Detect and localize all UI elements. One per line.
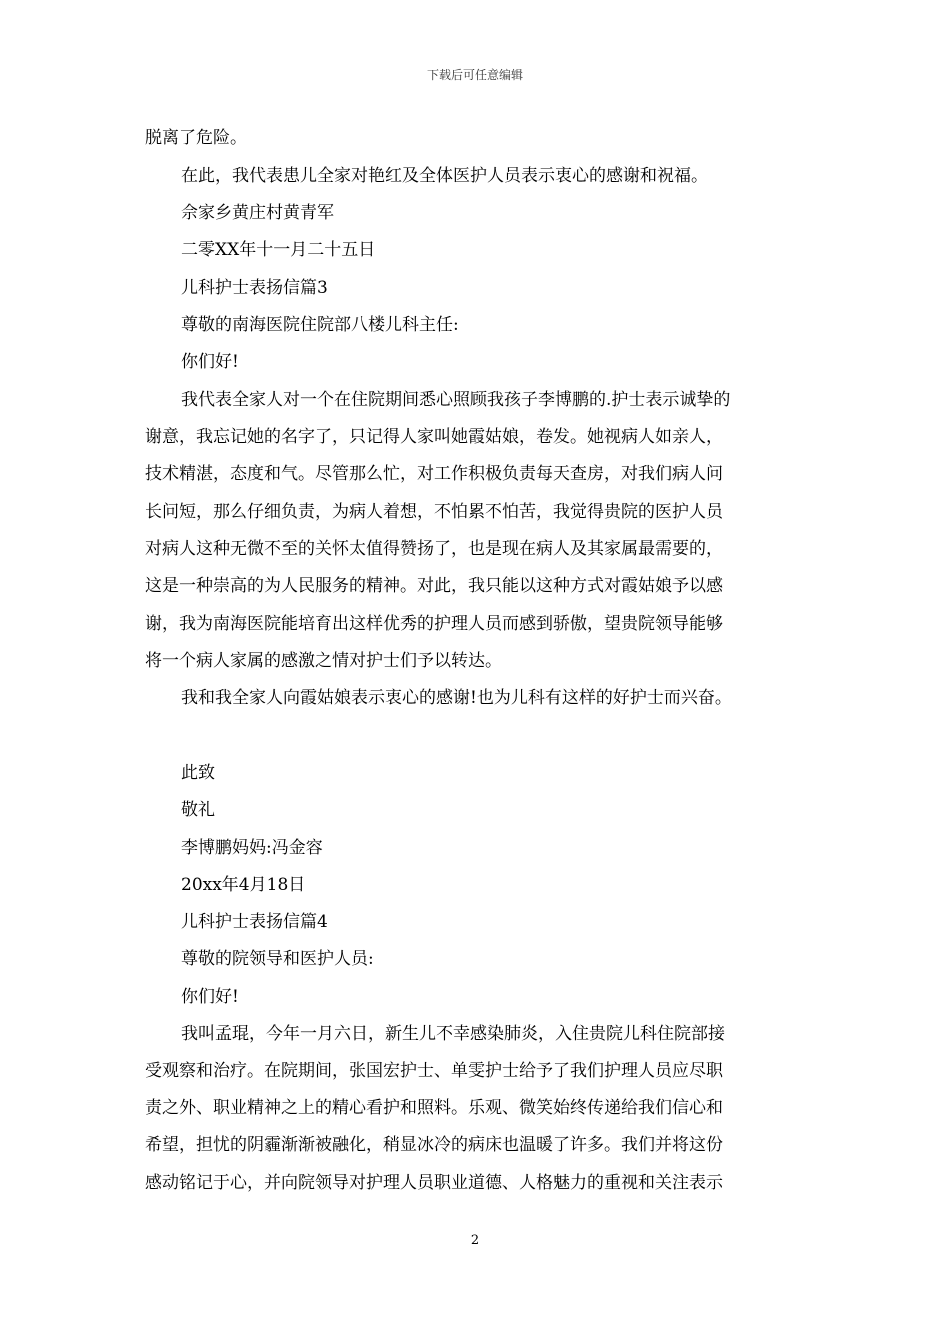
text-line: 脱离了危险。 [145, 128, 247, 148]
text-line: 佘家乡黄庄村黄青军 [181, 203, 334, 223]
text-line: 我代表全家人对一个在住院期间悉心照顾我孩子李博鹏的.护士表示诚挚的 [181, 390, 731, 410]
signature: 李博鹏妈妈:冯金容 [181, 838, 323, 858]
closing-line: 敬礼 [181, 800, 215, 820]
text-line: 这是一种崇高的为人民服务的精神。对此，我只能以这种方式对霞姑娘予以感 [145, 576, 723, 596]
greeting: 你们好! [181, 352, 239, 372]
text-line: 在此，我代表患儿全家对艳红及全体医护人员表示衷心的感谢和祝福。 [181, 166, 708, 186]
salutation: 尊敬的南海医院住院部八楼儿科主任: [181, 315, 459, 335]
salutation: 尊敬的院领导和医护人员: [181, 949, 374, 969]
page-header: 下载后可任意编辑 [426, 68, 523, 82]
section-title: 儿科护士表扬信篇3 [181, 278, 328, 298]
date-line: 20xx年4月18日 [181, 875, 306, 895]
text-line: 对病人这种无微不至的关怀太值得赞扬了，也是现在病人及其家属最需要的， [145, 539, 723, 559]
section-title: 儿科护士表扬信篇4 [181, 912, 328, 932]
text-line: 谢意，我忘记她的名字了，只记得人家叫她霞姑娘，卷发。她视病人如亲人， [145, 427, 723, 447]
text-line: 谢，我为南海医院能培育出这样优秀的护理人员而感到骄傲，望贵院领导能够 [145, 614, 723, 634]
text-line: 我叫孟琨，今年一月六日，新生儿不幸感染肺炎，入住贵院儿科住院部接 [181, 1024, 725, 1044]
text-line: 我和我全家人向霞姑娘表示衷心的感谢!也为儿科有这样的好护士而兴奋。 [181, 688, 732, 708]
text-line: 感动铭记于心，并向院领导对护理人员职业道德、人格魅力的重视和关注表示 [145, 1173, 723, 1193]
text-line: 技术精湛，态度和气。尽管那么忙，对工作积极负责每天查房，对我们病人问 [145, 464, 723, 484]
greeting: 你们好! [181, 987, 239, 1007]
text-line: 受观察和治疗。在院期间，张国宏护士、单雯护士给予了我们护理人员应尽职 [145, 1061, 723, 1081]
closing-line: 此致 [181, 763, 215, 783]
text-line: 希望，担忧的阴霾渐渐被融化，稍显冰冷的病床也温暖了许多。我们并将这份 [145, 1135, 723, 1155]
text-line: 长问短，那么仔细负责，为病人着想，不怕累不怕苦，我觉得贵院的医护人员 [145, 502, 723, 522]
text-line: 二零XX年十一月二十五日 [181, 240, 376, 260]
text-line: 责之外、职业精神之上的精心看护和照料。乐观、微笑始终传递给我们信心和 [145, 1098, 723, 1118]
page-number: 2 [470, 1233, 480, 1248]
text-line: 将一个病人家属的感激之情对护士们予以转达。 [145, 651, 502, 671]
